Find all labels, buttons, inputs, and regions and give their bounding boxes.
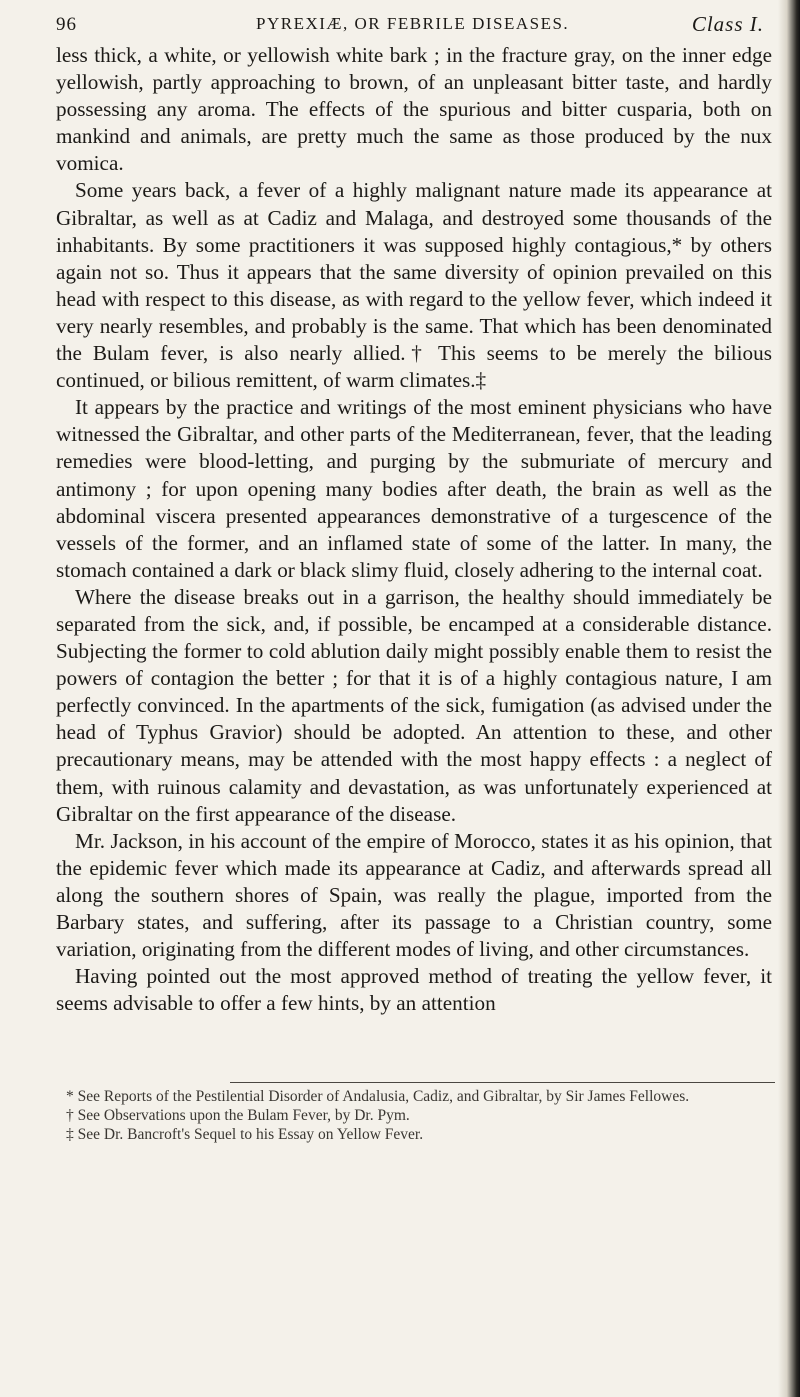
paragraph: Some years back, a fever of a highly malignant nature made its appearance at Gibraltar, as well as at Cadiz and Malaga, and destroyed some thousands of the inhabitants. By some practitioners it was supposed highly contagious,* by others again not so. Thus it appears that the same diversity of opinion prevailed on this head with respect to this disease, as with regard to the yellow fever, which indeed it very nearly resembles, and probably is the same. That which has been denominated the Bulam fever, is also nearly allied.† This seems to be merely the bilious continued, or bilious remittent, of warm climates.‡ (56, 178, 772, 393)
page-number: 96 (56, 14, 77, 35)
paragraph: Where the disease breaks out in a garrison, the healthy should immediately be separated from the sick, and, if possible, be encamped at a considerable distance. Subjecting the former to cold ablution daily might possibly enable them to resist the powers of contagion the better ; for that it is of a highly contagious nature, I am perfectly convinced. In the apartments of the sick, fumigation (as advised under the head of Typhus Gravior) should be adopted. An attention to these, and other precautionary means, may be attended with the most happy effects : a neglect of them, with ruinous calamity and devastation, as was unfortunately experienced at Gibraltar on the first appearance of the disease. (56, 584, 772, 826)
body-text (56, 42, 772, 1017)
footnote-rule (230, 1082, 775, 1083)
footnote: ‡ See Dr. Bancroft's Sequel to his Essay on Yellow Fever. (66, 1126, 424, 1143)
footnote: † See Observations upon the Bulam Fever, by Dr. Pym. (66, 1107, 410, 1124)
paragraph: It appears by the practice and writings of the most eminent physicians who have witnessed the Gibraltar, and other parts of the Mediterranean, fever, that the leading remedies were blood-letting, and purging by the submuriate of mercury and antimony ; for upon opening many bodies after death, the brain as well as the abdominal viscera presented appearances demonstrative of a turgescence of the vessels of the former, and an inflamed state of some of the latter. In many, the stomach contained a dark or black slimy fluid, closely adhering to the internal coat. (56, 395, 772, 582)
paragraph: Mr. Jackson, in his account of the empire of Morocco, states it as his opinion, that the epidemic fever which made its appearance at Cadiz, and afterwards spread all along the southern shores of Spain, was really the plague, imported from the Barbary states, and suffering, after its passage to a Christian country, some variation, originating from the different modes of living, and other circumstances. (56, 828, 772, 962)
running-title: PYREXIÆ, OR FEBRILE DISEASES. (256, 14, 570, 33)
paragraph: Having pointed out the most approved method of treating the yellow fever, it seems advisable to offer a few hints, by an attention (56, 964, 772, 1016)
running-header (56, 8, 770, 42)
footnote: * See Reports of the Pestilential Disorder of Andalusia, Cadiz, and Gibraltar, by Sir James Fellowes. (66, 1088, 690, 1105)
footnotes (56, 1087, 772, 1144)
class-label: Class I. (691, 12, 764, 36)
paragraph: less thick, a white, or yellowish white bark ; in the fracture gray, on the inner edge yellowish, partly approaching to brown, of an unpleasant bitter taste, and hardly possessing any aroma. The effects of the spurious and bitter cusparia, both on mankind and animals, are pretty much the same as those produced by the nux vomica. (56, 43, 772, 176)
page-edge-shadow (778, 0, 800, 1397)
